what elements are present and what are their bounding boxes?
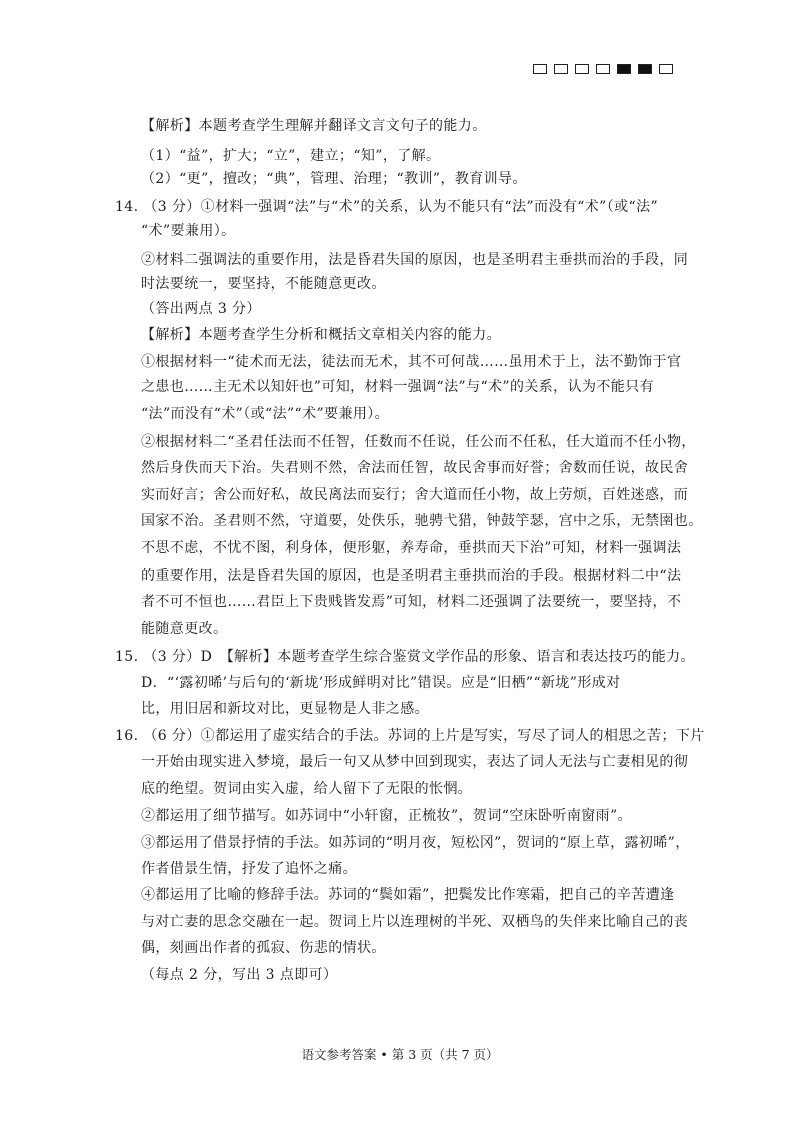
question-number: 15. xyxy=(115,649,139,665)
question-line: 14. （3 分）①材料一强调“法”与“术”的关系，认为不能只有“法”而没有“术”（或“法” xyxy=(115,199,659,215)
text-line: 偶，刻画出作者的孤寂、伤悲的情状。 xyxy=(141,940,386,956)
text-line: ②都运用了细节描写。如苏词中“小轩窗，正梳妆”，贺词“空床卧听南窗雨”。 xyxy=(141,808,633,824)
text-line: 国家不治。圣君则不然，守道要，处佚乐，驰骋弋猎，钟鼓竽瑟，宫中之乐，无禁圉也。 xyxy=(141,513,703,529)
text-line: 能随意更改。 xyxy=(141,621,228,637)
text-line: 一开始由现实进入梦境，最后一句又从梦中回到现实，表达了词人无法与亡妻相见的彻 xyxy=(141,754,689,770)
text-line: 【解析】本题考查学生理解并翻译文言文句子的能力。 xyxy=(141,118,487,134)
text-line: （1）“益”，扩大；“立”，建立；“知”，了解。 xyxy=(141,148,441,164)
page-footer: 语文参考答案 • 第 3 页（共 7 页） xyxy=(301,1047,499,1062)
page-mark xyxy=(596,64,610,74)
text-line: 不思不虑，不忧不图，利身体，便形躯，养寿命，垂拱而天下治”可知，材料一强调法 xyxy=(141,540,682,556)
page-mark xyxy=(617,64,631,74)
text-line: ④都运用了比喻的修辞手法。苏词的“鬓如霜”，把鬓发比作寒霜，把自己的辛苦遭逢 xyxy=(141,887,675,903)
text-line: 作者借景生情，抒发了追怀之痛。 xyxy=(141,861,357,877)
page-position-marks xyxy=(533,64,673,74)
text-line: （答出两点 3 分） xyxy=(141,301,261,317)
text-line: 比，用旧居和新坟对比，更显物是人非之感。 xyxy=(141,701,429,717)
text-line: ②根据材料二“圣君任法而不任智，任数而不任说，任公而不任私，任大道而不任小物， xyxy=(141,434,696,450)
text-line: （每点 2 分，写出 3 点即可） xyxy=(141,967,338,983)
page-mark xyxy=(554,64,568,74)
page-mark xyxy=(638,64,652,74)
text-line: （2）“更”，擅改；“典”，管理、治理；“教训”，教育训导。 xyxy=(141,171,527,187)
page-mark xyxy=(533,64,547,74)
page-mark xyxy=(575,64,589,74)
text-line: 【解析】本题考查学生分析和概括文章相关内容的能力。 xyxy=(141,327,501,343)
question-line: 16. （6 分）①都运用了虚实结合的手法。苏词的上片是写实，写尽了词人的相思之苦；下片 xyxy=(115,728,705,744)
text-line: ①根据材料一“徒术而无法，徒法而无术，其不可何哉……虽用术于上，法不勤饰于官 xyxy=(141,354,682,370)
text-line: ③都运用了借景抒情的手法。如苏词的“明月夜，短松冈”，贺词的“原上草，露初晞”， xyxy=(141,835,690,851)
text-line: 的重要作用，法是昏君失国的原因，也是圣明君主垂拱而治的手段。根据材料二中“法 xyxy=(141,568,682,584)
text-line: 者不可不恒也……君臣上下贵贱皆发焉”可知，材料二还强调了法要统一，要坚持，不 xyxy=(141,594,682,610)
page-mark xyxy=(659,64,673,74)
text-line: D．“‘露初晞’与后句的‘新垅’形成鲜明对比”错误。应是“旧栖”“新垅”形成对 xyxy=(141,675,621,691)
text-line: 底的绝望。贺词由实入虚，给人留下了无限的怅惘。 xyxy=(141,781,473,797)
text-line: 实而好言；舍公而好私，故民离法而妄行；舍大道而任小物，故上劳烦，百姓迷惑，而 xyxy=(141,487,689,503)
text-line: “术”要兼用）。 xyxy=(141,223,236,239)
text-line: 之患也……主无术以知奸也”可知，材料一强调“法”与“术”的关系，认为不能只有 xyxy=(141,379,654,395)
text-line: ②材料二强调法的重要作用，法是昏君失国的原因，也是圣明君主垂拱而治的手段，同 xyxy=(141,252,689,268)
question-number: 16. xyxy=(115,728,139,744)
question-number: 14. xyxy=(115,199,139,215)
text-line: 时法要统一，要坚持，不能随意更改。 xyxy=(141,276,386,292)
question-line: 15. （3 分）D 【解析】本题考查学生综合鉴赏文学作品的形象、语言和表达技巧的能力。 xyxy=(115,649,695,665)
text-line: 然后身佚而天下治。失君则不然，舍法而任智，故民舍事而好誉；舍数而任说，故民舍 xyxy=(141,460,689,476)
text-line: “法”而没有“术”（或“法”“术”要兼用）。 xyxy=(141,406,390,422)
text-line: 与对亡妻的思念交融在一起。贺词上片以连理树的半死、双栖鸟的失伴来比喻自己的丧 xyxy=(141,914,689,930)
